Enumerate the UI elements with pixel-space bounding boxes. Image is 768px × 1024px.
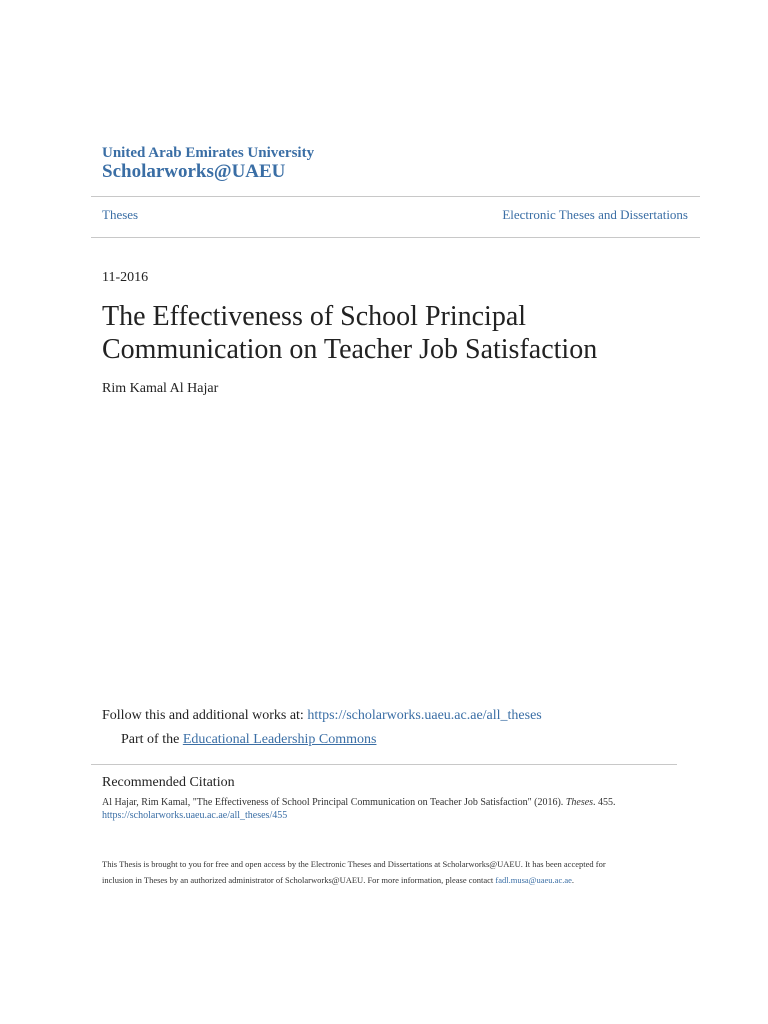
access-notice [102, 856, 662, 888]
author-name: Rim Kamal Al Hajar [102, 381, 219, 396]
notice-line-1: This Thesis is brought to you for free and open access by the Electronic Theses and Dissertations at Scholarworks@UAEU. It has been accepted for [102, 859, 606, 869]
contact-email-link[interactable]: fadl.musa@uaeu.ac.ae [495, 875, 572, 885]
part-of-label: Part of the [121, 732, 183, 747]
title-line-1: The Effectiveness of School Principal [102, 301, 527, 332]
part-of-line [121, 732, 376, 748]
divider-citation [91, 764, 677, 765]
repository-name[interactable]: Scholarworks@UAEU [102, 161, 286, 182]
divider-nav [91, 237, 700, 238]
nav-theses-link[interactable]: Theses [102, 207, 139, 222]
citation-series: Theses [565, 797, 594, 808]
notice-line-2: inclusion in Theses by an authorized administrator of Scholarworks@UAEU. For more information, please contact [102, 875, 496, 885]
divider-top [91, 196, 700, 197]
follow-url-link[interactable]: https://scholarworks.uaeu.ac.ae/all_theses [307, 708, 542, 723]
citation-heading: Recommended Citation [102, 775, 235, 790]
nav-etd-link[interactable]: Electronic Theses and Dissertations [502, 207, 688, 222]
notice-end: . [571, 875, 575, 885]
publication-date: 11-2016 [102, 270, 149, 285]
title-line-2: Communication on Teacher Job Satisfaction [102, 334, 598, 365]
citation-url-link[interactable]: https://scholarworks.uaeu.ac.ae/all_theses/455 [102, 810, 288, 821]
follow-label: Follow this and additional works at: [102, 708, 308, 723]
paper-title [102, 300, 702, 366]
citation-text: Al Hajar, Rim Kamal, "The Effectiveness of School Principal Communication on Teacher Job Satisfaction" (2016). [102, 797, 566, 808]
university-name: United Arab Emirates University [102, 145, 315, 161]
citation-body [102, 796, 682, 822]
commons-link[interactable]: Educational Leadership Commons [182, 732, 377, 747]
citation-number: . 455. [593, 797, 616, 808]
follow-line [102, 708, 542, 724]
